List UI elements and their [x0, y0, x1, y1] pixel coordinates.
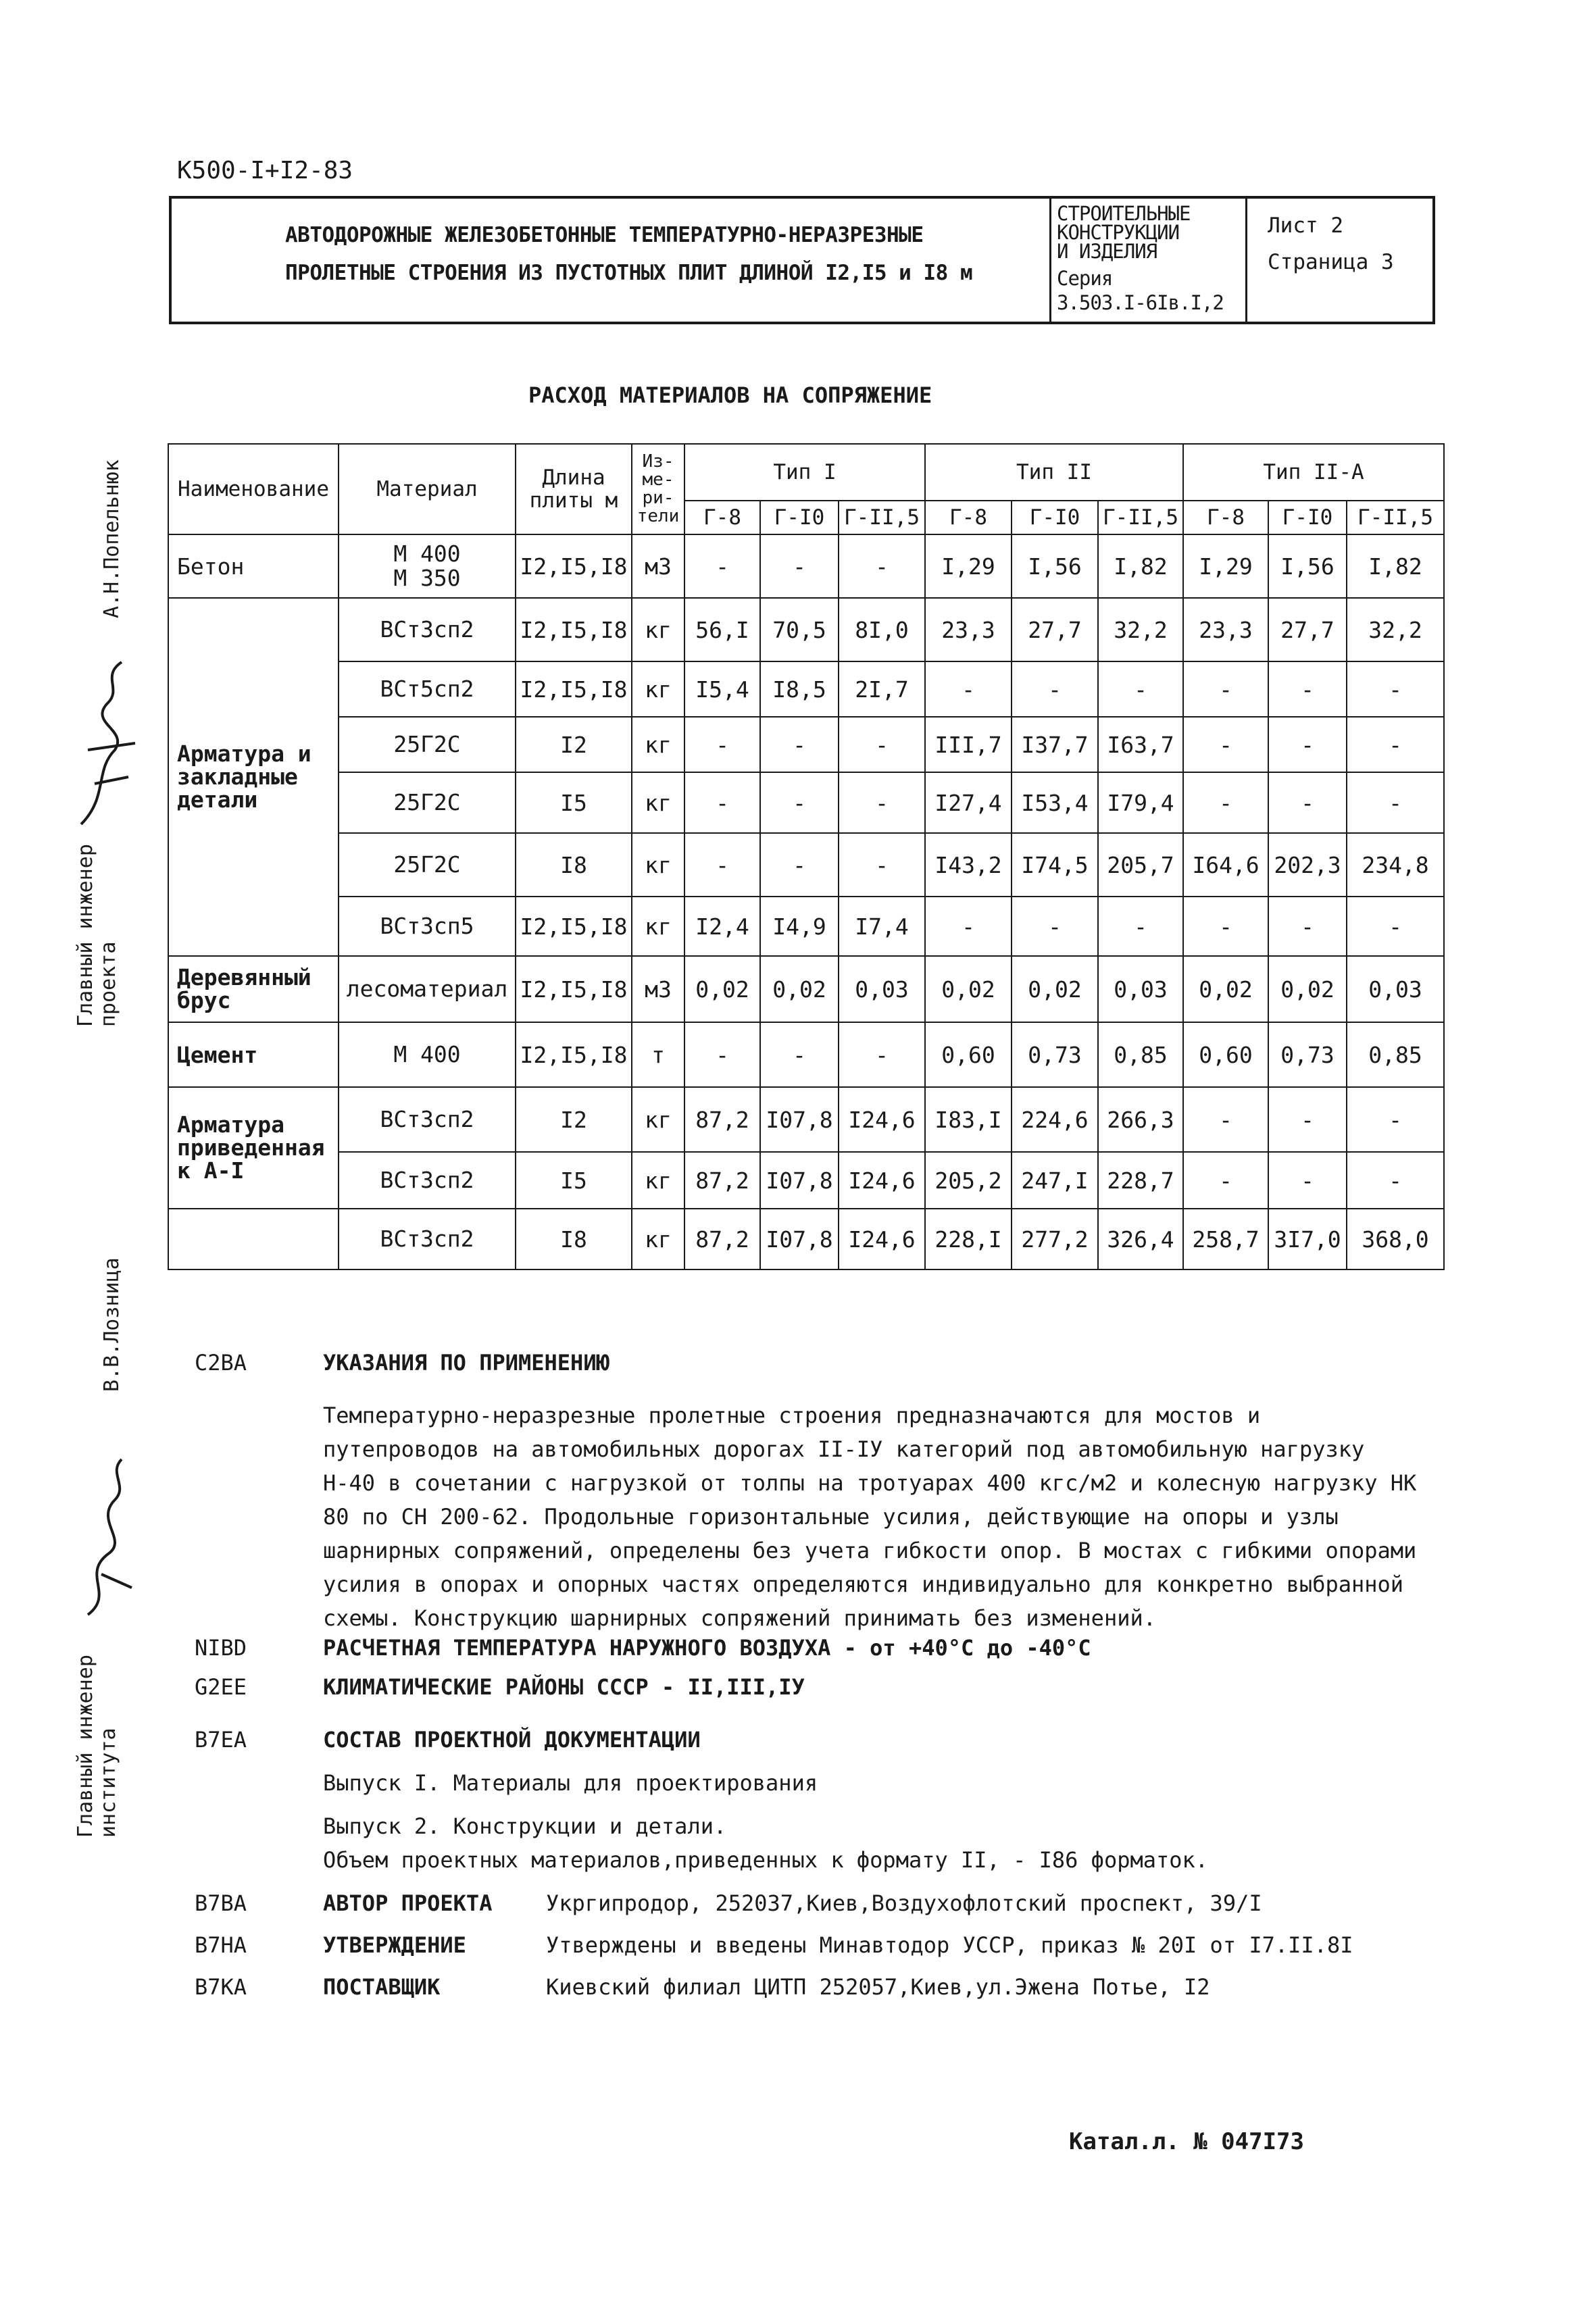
cell-value: -: [925, 897, 1012, 956]
cell-value: I07,8: [760, 1087, 839, 1152]
cell-value: I07,8: [760, 1152, 839, 1209]
cell-value: 224,6: [1012, 1087, 1098, 1152]
cell-value: -: [684, 534, 760, 598]
table-row: [168, 833, 1444, 897]
cell-value: I,29: [1183, 534, 1268, 598]
table-row: [168, 772, 1444, 833]
cell-value: -: [760, 772, 839, 833]
composition-item-1: Выпуск I. Материалы для проектирования: [323, 1770, 818, 1796]
cell-value: 205,2: [925, 1152, 1012, 1209]
sheet-number: Лист 2: [1268, 213, 1343, 238]
cell-value: -: [1268, 717, 1347, 772]
climate-text: КЛИМАТИЧЕСКИЕ РАЙОНЫ СССР - II,III,IУ: [323, 1674, 805, 1700]
cell-value: -: [1268, 1152, 1347, 1209]
cell-value: I2,4: [684, 897, 760, 956]
section-line-3: И ИЗДЕЛИЯ: [1057, 240, 1157, 263]
cell-value: 0,60: [1183, 1022, 1268, 1087]
group-cement: Цемент: [168, 1022, 339, 1087]
cell-unit: кг: [632, 661, 684, 717]
cell-value: -: [1268, 1087, 1347, 1152]
cell-unit: кг: [632, 598, 684, 661]
table-title: РАСХОД МАТЕРИАЛОВ НА СОПРЯЖЕНИЕ: [528, 382, 932, 408]
cell-material: ВСт5сп2: [339, 661, 516, 717]
cell-length: I8: [516, 833, 632, 897]
table-row: [168, 534, 1444, 598]
cell-value: 0,02: [1183, 956, 1268, 1022]
cell-value: 3I7,0: [1268, 1209, 1347, 1269]
author-label: АВТОР ПРОЕКТА: [323, 1890, 493, 1916]
cell-length: I5: [516, 772, 632, 833]
cell-value: 205,7: [1098, 833, 1183, 897]
chief-engineer-institute-label: Главный инженер института: [74, 1655, 120, 1838]
cell-value: I,29: [925, 534, 1012, 598]
cell-value: 0,02: [1268, 956, 1347, 1022]
signatory-name-2: В.В.Лозница: [100, 1257, 124, 1392]
sub-col: Г-8: [925, 501, 1012, 534]
cell-value: -: [925, 661, 1012, 717]
composition-code: B7EA: [195, 1727, 247, 1753]
cell-length: I2,I5,I8: [516, 661, 632, 717]
cell-unit: кг: [632, 772, 684, 833]
cell-value: 70,5: [760, 598, 839, 661]
group-timber: Деревянный брус: [168, 956, 339, 1022]
cell-value: -: [1183, 661, 1268, 717]
cell-value: 87,2: [684, 1152, 760, 1209]
cell-value: I8,5: [760, 661, 839, 717]
cell-length: I2: [516, 717, 632, 772]
cell-value: -: [839, 534, 925, 598]
sub-col: Г-II,5: [1098, 501, 1183, 534]
cell-value: -: [839, 1022, 925, 1087]
cell-value: -: [1347, 1152, 1444, 1209]
cell-value: -: [684, 772, 760, 833]
cell-material: ВСт3сп2: [339, 598, 516, 661]
cell-unit: кг: [632, 897, 684, 956]
cell-value: 0,02: [760, 956, 839, 1022]
header-row: [168, 444, 1444, 501]
cell-material: М 400 М 350: [339, 534, 516, 598]
cell-unit: кг: [632, 1209, 684, 1269]
cell-value: I83,I: [925, 1087, 1012, 1152]
table-row: [168, 598, 1444, 661]
cell-material: ВСт3сп5: [339, 897, 516, 956]
cell-value: -: [1347, 1087, 1444, 1152]
cell-value: I7,4: [839, 897, 925, 956]
col-unit: Из-ме-ри-тели: [632, 444, 684, 534]
climate-code: G2EE: [195, 1674, 247, 1700]
cell-value: 32,2: [1347, 598, 1444, 661]
sub-col: Г-II,5: [839, 501, 925, 534]
cell-value: 56,I: [684, 598, 760, 661]
cell-unit: т: [632, 1022, 684, 1087]
col-material: Материал: [339, 444, 516, 534]
author-code: B7BA: [195, 1890, 247, 1916]
cell-length: I8: [516, 1209, 632, 1269]
cell-length: I2,I5,I8: [516, 534, 632, 598]
cell-value: 0,03: [1098, 956, 1183, 1022]
temperature-text: РАСЧЕТНАЯ ТЕМПЕРАТУРА НАРУЖНОГО ВОЗДУХА - от +40°С до -40°С: [323, 1635, 1091, 1661]
author-value: Укргипродор, 252037,Киев,Воздухофлотский проспект, 39/I: [546, 1890, 1262, 1916]
cell-value: 23,3: [1183, 598, 1268, 661]
signature-1: [68, 649, 142, 838]
cell-value: -: [1268, 772, 1347, 833]
cell-value: -: [1012, 897, 1098, 956]
cell-value: I24,6: [839, 1209, 925, 1269]
cell-value: 247,I: [1012, 1152, 1098, 1209]
cell-value: 23,3: [925, 598, 1012, 661]
table-row: [168, 1152, 1444, 1209]
cell-value: I53,4: [1012, 772, 1098, 833]
section-cell: [1051, 199, 1247, 322]
cell-value: I24,6: [839, 1087, 925, 1152]
group-rebar: Арматура и закладные детали: [168, 598, 339, 956]
cell-value: 326,4: [1098, 1209, 1183, 1269]
cell-value: 0,60: [925, 1022, 1012, 1087]
cell-value: I43,2: [925, 833, 1012, 897]
cell-value: 0,85: [1098, 1022, 1183, 1087]
cell-value: -: [1183, 717, 1268, 772]
approval-label: УТВЕРЖДЕНИЕ: [323, 1932, 466, 1958]
cell-value: -: [760, 717, 839, 772]
cell-value: 228,7: [1098, 1152, 1183, 1209]
sub-col: Г-II,5: [1347, 501, 1444, 534]
cell-value: 0,03: [1347, 956, 1444, 1022]
cell-value: -: [839, 833, 925, 897]
cell-value: 87,2: [684, 1209, 760, 1269]
chief-engineer-project-label: Главный инженер проекта: [74, 844, 120, 1027]
cell-value: I27,4: [925, 772, 1012, 833]
cell-value: -: [839, 717, 925, 772]
materials-table: [168, 443, 1445, 1270]
title-block: [169, 196, 1435, 324]
cell-value: 202,3: [1268, 833, 1347, 897]
cell-value: I,82: [1347, 534, 1444, 598]
col-type-2: Тип II: [925, 444, 1183, 501]
title-line-1: АВТОДОРОЖНЫЕ ЖЕЛЕЗОБЕТОННЫЕ ТЕМПЕРАТУРНО-НЕРАЗРЕЗНЫЕ: [285, 223, 924, 247]
cell-value: -: [760, 1022, 839, 1087]
cell-material: М 400: [339, 1022, 516, 1087]
cell-material: 25Г2С: [339, 833, 516, 897]
cell-value: I74,5: [1012, 833, 1098, 897]
cell-unit: кг: [632, 1087, 684, 1152]
cell-value: 258,7: [1183, 1209, 1268, 1269]
col-type-2a: Тип II-А: [1183, 444, 1444, 501]
cell-value: I24,6: [839, 1152, 925, 1209]
approval-code: B7HA: [195, 1932, 247, 1958]
cell-value: I,82: [1098, 534, 1183, 598]
table-row: [168, 1087, 1444, 1152]
usage-text: Температурно-неразрезные пролетные строения предназначаются для мостов и путепроводов на автомобильных дорогах II-IУ категорий под автомобильную нагрузку Н-40 в сочетании с нагрузкой от толпы на тротуарах 400 кгс/м2 и колесную нагрузку НК 80 по СН 200-62. Продольные горизонтальные усилия, действующие на опоры и узлы шарнирных сопряжений, определены без учета гибкости опор. В мостах с гибкими опорами усилия в опорах и опорных частях определяются индивидуально для конкретно выбранной схемы. Конструкцию шарнирных сопряжений принимать без изменений.: [323, 1403, 1417, 1631]
cell-value: 368,0: [1347, 1209, 1444, 1269]
cell-value: I,56: [1012, 534, 1098, 598]
cell-value: -: [1268, 661, 1347, 717]
cell-material: ВСт3сп2: [339, 1152, 516, 1209]
cell-value: -: [1183, 897, 1268, 956]
cell-value: -: [684, 717, 760, 772]
title-line-2: ПРОЛЕТНЫЕ СТРОЕНИЯ ИЗ ПУСТОТНЫХ ПЛИТ ДЛИНОЙ I2,I5 и I8 м: [285, 261, 973, 285]
cell-value: I79,4: [1098, 772, 1183, 833]
cell-value: -: [1268, 897, 1347, 956]
cell-value: -: [839, 772, 925, 833]
cell-value: 0,02: [925, 956, 1012, 1022]
cell-value: I63,7: [1098, 717, 1183, 772]
cell-value: -: [1347, 661, 1444, 717]
sub-col: Г-I0: [1012, 501, 1098, 534]
cell-value: 0,03: [839, 956, 925, 1022]
cell-value: 0,02: [1012, 956, 1098, 1022]
title-cell: [172, 199, 1051, 322]
cell-value: 27,7: [1012, 598, 1098, 661]
cell-value: 266,3: [1098, 1087, 1183, 1152]
approval-value: Утверждены и введены Минавтодор УССР, приказ № 20I от I7.II.8I: [546, 1932, 1353, 1958]
signature-2: [68, 1453, 142, 1628]
cell-value: 8I,0: [839, 598, 925, 661]
cell-value: -: [1347, 772, 1444, 833]
composition-title: СОСТАВ ПРОЕКТНОЙ ДОКУМЕНТАЦИИ: [323, 1727, 701, 1753]
cell-material: 25Г2С: [339, 717, 516, 772]
section-line-1: СТРОИТЕЛЬНЫЕ: [1057, 202, 1191, 225]
cell-material: лесоматериал: [339, 956, 516, 1022]
group-concrete: Бетон: [168, 534, 339, 598]
cell-value: 234,8: [1347, 833, 1444, 897]
cell-value: 27,7: [1268, 598, 1347, 661]
cell-material: ВСт3сп2: [339, 1209, 516, 1269]
cell-value: -: [684, 833, 760, 897]
composition-item-2: Выпуск 2. Конструкции и детали.: [323, 1813, 727, 1839]
series-value: 3.503.I-6Iв.I,2: [1057, 291, 1224, 314]
cell-length: I2,I5,I8: [516, 598, 632, 661]
table-row: [168, 956, 1444, 1022]
cell-value: 2I,7: [839, 661, 925, 717]
cell-value: 0,02: [684, 956, 760, 1022]
cell-value: -: [760, 534, 839, 598]
table-row: [168, 1022, 1444, 1087]
supplier-label: ПОСТАВЩИК: [323, 1974, 441, 2000]
cell-value: 87,2: [684, 1087, 760, 1152]
signatory-name-1: А.Н.Попельнюк: [100, 459, 124, 618]
table-row: [168, 661, 1444, 717]
cell-value: I64,6: [1183, 833, 1268, 897]
cell-material: ВСт3сп2: [339, 1087, 516, 1152]
group-rebar-ai: Арматура приведенная к А-I: [168, 1087, 339, 1209]
series-label: Серия: [1057, 267, 1113, 290]
cell-value: 0,85: [1347, 1022, 1444, 1087]
cell-value: 0,73: [1012, 1022, 1098, 1087]
cell-value: -: [1183, 1087, 1268, 1152]
cell-value: -: [1347, 717, 1444, 772]
document-code: К500-I+I2-83: [177, 157, 353, 184]
cell-value: 277,2: [1012, 1209, 1098, 1269]
cell-value: I4,9: [760, 897, 839, 956]
sheet-cell: [1247, 199, 1438, 322]
sub-col: Г-8: [684, 501, 760, 534]
composition-volume: Объем проектных материалов,приведенных к формату II, - I86 форматок.: [323, 1847, 1209, 1873]
cell-value: -: [1183, 772, 1268, 833]
table-row: [168, 1209, 1444, 1269]
section-line-2: КОНСТРУКЦИИ: [1057, 221, 1180, 244]
catalog-number: Катал.л. № 047I73: [1069, 2128, 1304, 2155]
cell-unit: кг: [632, 717, 684, 772]
cell-value: III,7: [925, 717, 1012, 772]
cell-unit: м3: [632, 534, 684, 598]
col-length: Длина плиты м: [516, 444, 632, 534]
cell-value: 32,2: [1098, 598, 1183, 661]
cell-unit: м3: [632, 956, 684, 1022]
usage-code: C2BA: [195, 1350, 247, 1376]
col-name: Наименование: [168, 444, 339, 534]
page-number: Страница 3: [1268, 250, 1394, 274]
sub-col: Г-8: [1183, 501, 1268, 534]
cell-value: -: [1347, 897, 1444, 956]
cell-value: 0,73: [1268, 1022, 1347, 1087]
cell-unit: кг: [632, 1152, 684, 1209]
cell-value: -: [1098, 661, 1183, 717]
cell-length: I2: [516, 1087, 632, 1152]
cell-value: I5,4: [684, 661, 760, 717]
cell-length: I5: [516, 1152, 632, 1209]
cell-value: 228,I: [925, 1209, 1012, 1269]
cell-value: I37,7: [1012, 717, 1098, 772]
cell-value: -: [684, 1022, 760, 1087]
group-empty: [168, 1209, 339, 1269]
table-row: [168, 897, 1444, 956]
table-row: [168, 717, 1444, 772]
cell-value: I07,8: [760, 1209, 839, 1269]
cell-value: -: [1183, 1152, 1268, 1209]
supplier-code: B7KA: [195, 1974, 247, 2000]
usage-title: УКАЗАНИЯ ПО ПРИМЕНЕНИЮ: [323, 1350, 609, 1376]
cell-value: -: [760, 833, 839, 897]
temperature-code: NIBD: [195, 1635, 247, 1661]
cell-unit: кг: [632, 833, 684, 897]
sub-col: Г-I0: [760, 501, 839, 534]
cell-length: I2,I5,I8: [516, 897, 632, 956]
cell-value: -: [1012, 661, 1098, 717]
col-type-1: Тип I: [684, 444, 925, 501]
cell-value: I,56: [1268, 534, 1347, 598]
supplier-value: Киевский филиал ЦИТП 252057,Киев,ул.Эжена Потье, I2: [546, 1974, 1210, 2000]
cell-length: I2,I5,I8: [516, 1022, 632, 1087]
cell-length: I2,I5,I8: [516, 956, 632, 1022]
cell-material: 25Г2С: [339, 772, 516, 833]
cell-value: -: [1098, 897, 1183, 956]
sub-col: Г-I0: [1268, 501, 1347, 534]
